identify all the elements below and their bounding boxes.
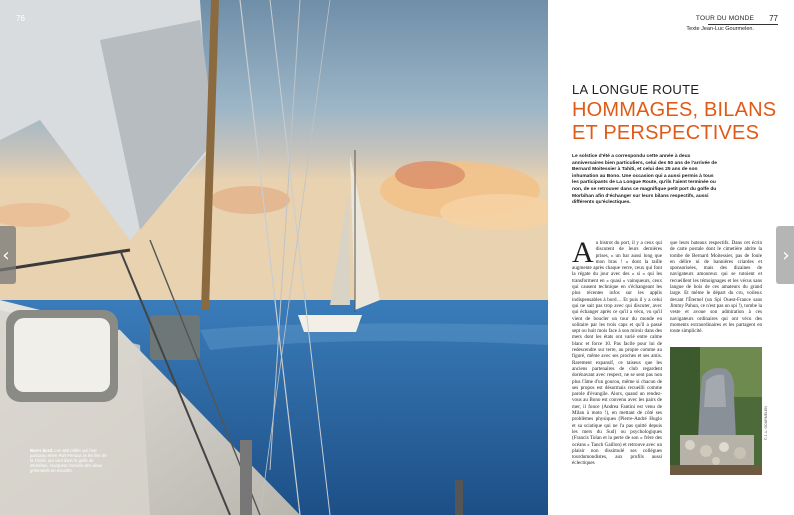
body-column-1-text: u bistrot du port, il y a ceux qui discutent de leurs dernières prises, « un bar aussi long que mon bras ! » dont la taille augmente après chaque verre, ceux qui font la régate du jour avec des « si » qui les transforment en « quasi » vainqueurs, ceux qui causent technique en s'échangeant les plus récentes infos sur les applis indispensables à bord… Et puis il y a celui qui ne sait pas trop avec qui discuter, avec qui échanger après ce qu'il a vécu, vu qu'il vient de boucler un tour du monde en solitaire par les trois caps et qu'il a passé sept ou huit mois face à son miroir dans des mers dont les états ont varié entre calme blanc et force 10. Pas facile pour lui de redescendre sur terre, au propre comme au figuré, même avec ses proches et ses amis. Rarement expansif, ce taiseux que les anciens partenaires de club regardent dorénavant avec respect, ne se sent pas non plus l'âme d'un gourou, même si chacun de ses propos est désormais recueilli comme parole d'évangile. Alors, quand un rendez-vous au Bono est convenu avec les pairs de mer, il fonce (Andrea Fantini est venu de Milan à moto !), en mettant de côté ses problèmes physiques (Pierre-André Huglo et sa sciatique qui ne l'a pas quitté depuis les mers du Sud) ou psychologiques (Francis Tolan et la perte de son « frère des océans » Tanch Gaillon) et retrouve avec un plaisir non dissimulé ses collègues tourdumondistes, aux profils aussi éclectiques <box>572 240 662 467</box>
photo-caption <box>30 448 110 473</box>
next-page-button[interactable] <box>776 226 794 284</box>
caption-bold: Bon's bord. <box>30 448 54 453</box>
article-page <box>548 0 794 515</box>
photo-credit: © J.-L. GOURMELEN <box>764 406 768 440</box>
header-rule <box>708 24 778 25</box>
article-lead: Le solstice d'été a correspondu cette année à deux anniversaires bien particuliers, celui des 50 ans de l'arrivée de Bernard Moitessier à Tahiti, et celui des 25 ans de son inhumation au Bono. Une occasion qui a aussi permis à tous les participants de La Longue Route, qu'ils l'aient terminée ou non, de se retrouver dans ce magnifique petit port du golfe du Morbihan afin d'échanger sur leurs bilans respectifs, aussi différents qu'éclectiques. <box>572 154 717 206</box>
body-column-2 <box>670 240 762 334</box>
body-column-2-text: que leurs bateaux respectifs. Dans cet écrin de carte postale dont le cimetière abrite la tombe de Bernard Moitessier, pas de foule en délire ni de bannières criardes et sponsorisées, mais des dizaines de navigateurs amoureux qui se tutoient et recueillent les témoignages et les vécus sans langue de bois de ces amateurs du grand large. Et même le départ du cru, voileux devant l'Éternel (un Spi Ouest-France sans Jimmy Pahun, ce n'est pas un spi !), tombe la veste et avoue son admiration à ces navigateurs ordinaires qui ont vécu des moments extraordinaires et les partagent en toute simplicité. <box>670 240 762 335</box>
tombstone-photo-illustration <box>670 347 762 475</box>
article-title-line-1: HOMMAGES, BILANS <box>572 99 777 121</box>
author-credit: Texte Jean-Luc Gourmelen. <box>686 26 754 32</box>
caption-text: Les 500 milles qui l'ont parcouru entre Port-Ferroux et les îles de la Trinité, qui sont dans le golfe du Morbihan, marquent l'arrivée des vieux gréements en escadre. <box>30 448 107 473</box>
page-number-right: 77 <box>769 14 778 23</box>
chevron-right-icon: › <box>782 244 790 266</box>
page-number-left: 76 <box>16 14 25 23</box>
section-label: TOUR DU MONDE <box>695 15 754 22</box>
drop-cap: A <box>572 236 594 269</box>
chevron-left-icon: ‹ <box>2 244 10 266</box>
body-column-1 <box>572 236 662 467</box>
previous-page-button[interactable] <box>0 226 16 284</box>
article-kicker: LA LONGUE ROUTE <box>572 82 700 97</box>
article-title-line-2: ET PERSPECTIVES <box>572 122 760 144</box>
tombstone-photo <box>670 347 762 475</box>
